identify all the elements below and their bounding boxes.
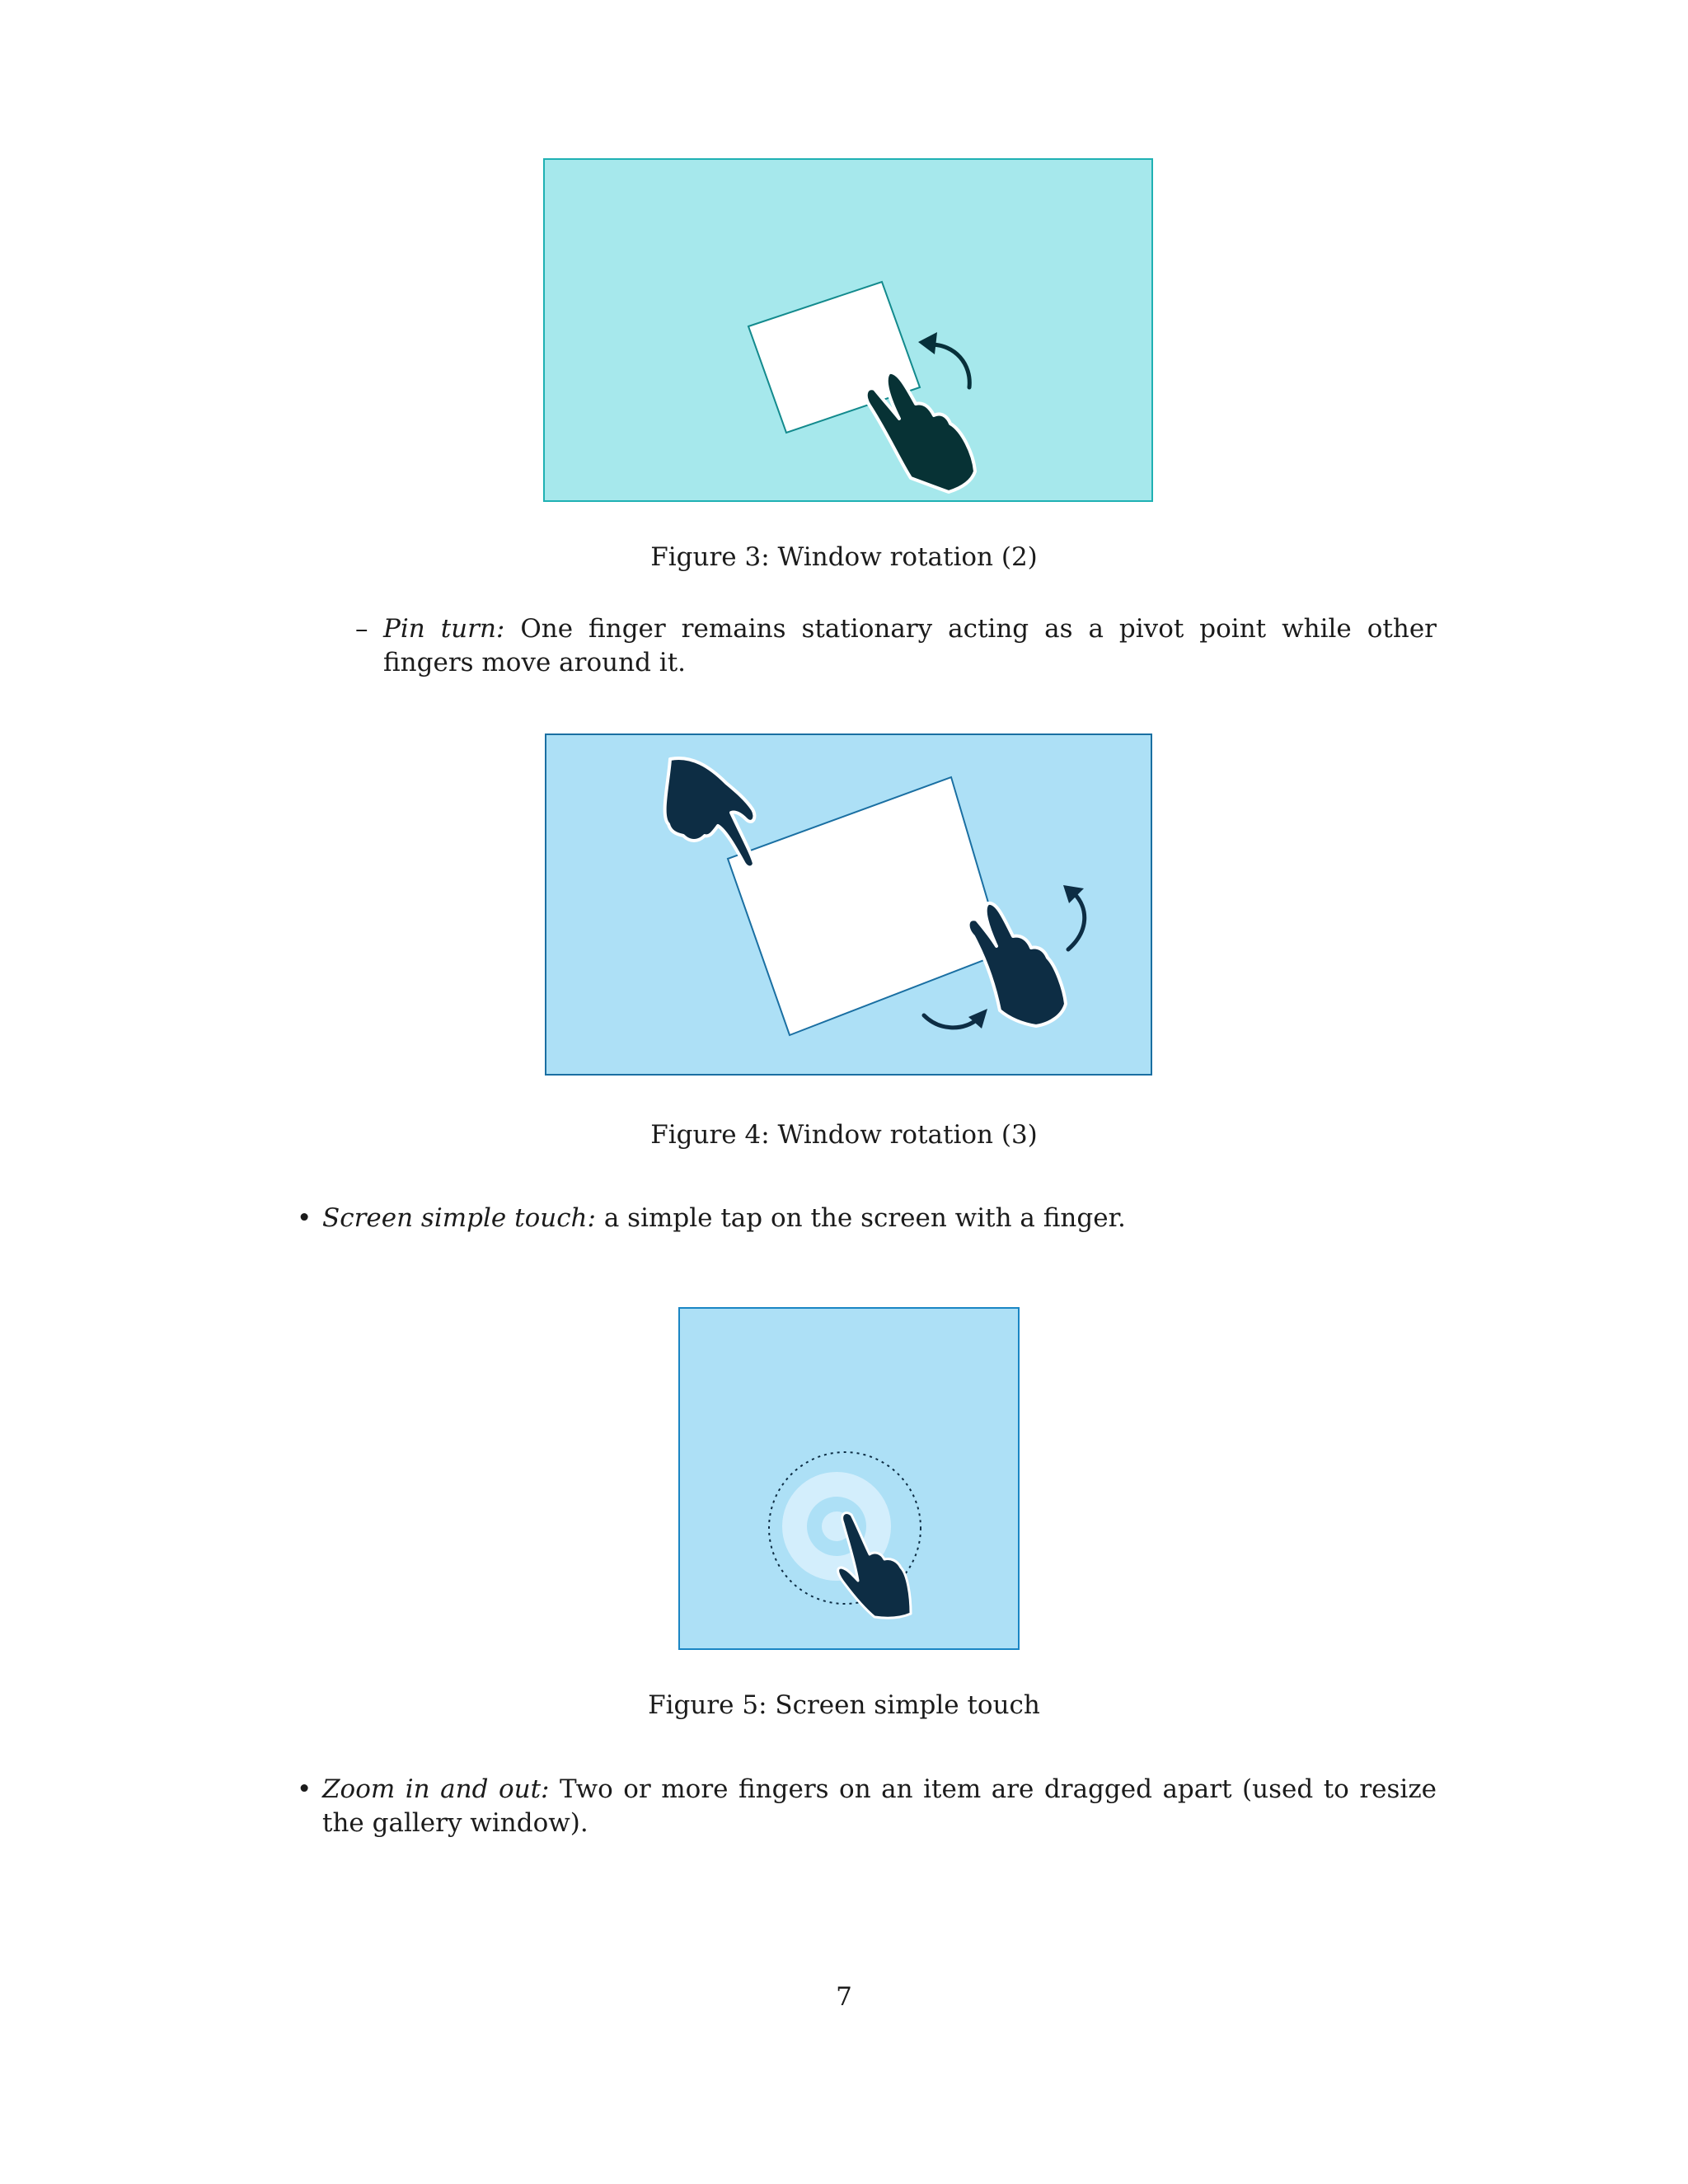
pin-turn-dash: – [355,614,368,644]
page-number: 7 [836,1982,852,2012]
simple-touch-bullet: • [297,1203,312,1233]
simple-touch-text: a simple tap on the screen with a finger. [595,1203,1126,1233]
figure-5-illustration [678,1307,1020,1650]
zoom-text: Two or more fingers on an item are dragged apart (used to resize the gallery window). [322,1774,1437,1838]
figure-5 [678,1307,1020,1650]
zoom-paragraph [322,1773,1437,1840]
simple-touch-paragraph [322,1202,1437,1235]
simple-touch-label: Screen simple touch: [322,1203,596,1233]
figure-3-caption: Figure 3: Window rotation (2) [650,542,1038,572]
figure-4-illustration [545,733,1152,1076]
figure-4-caption: Figure 4: Window rotation (3) [650,1120,1038,1150]
figure-3-illustration [543,158,1153,502]
zoom-label: Zoom in and out: [322,1774,550,1804]
figure-5-caption: Figure 5: Screen simple touch [648,1690,1040,1720]
pin-turn-paragraph [383,612,1437,680]
zoom-bullet: • [297,1774,312,1804]
figure-4 [545,733,1152,1076]
figure-3 [543,158,1153,502]
pin-turn-label: Pin turn: [383,614,505,644]
pin-turn-text: One finger remains stationary acting as a pivot point while other fingers move around it. [383,614,1437,677]
